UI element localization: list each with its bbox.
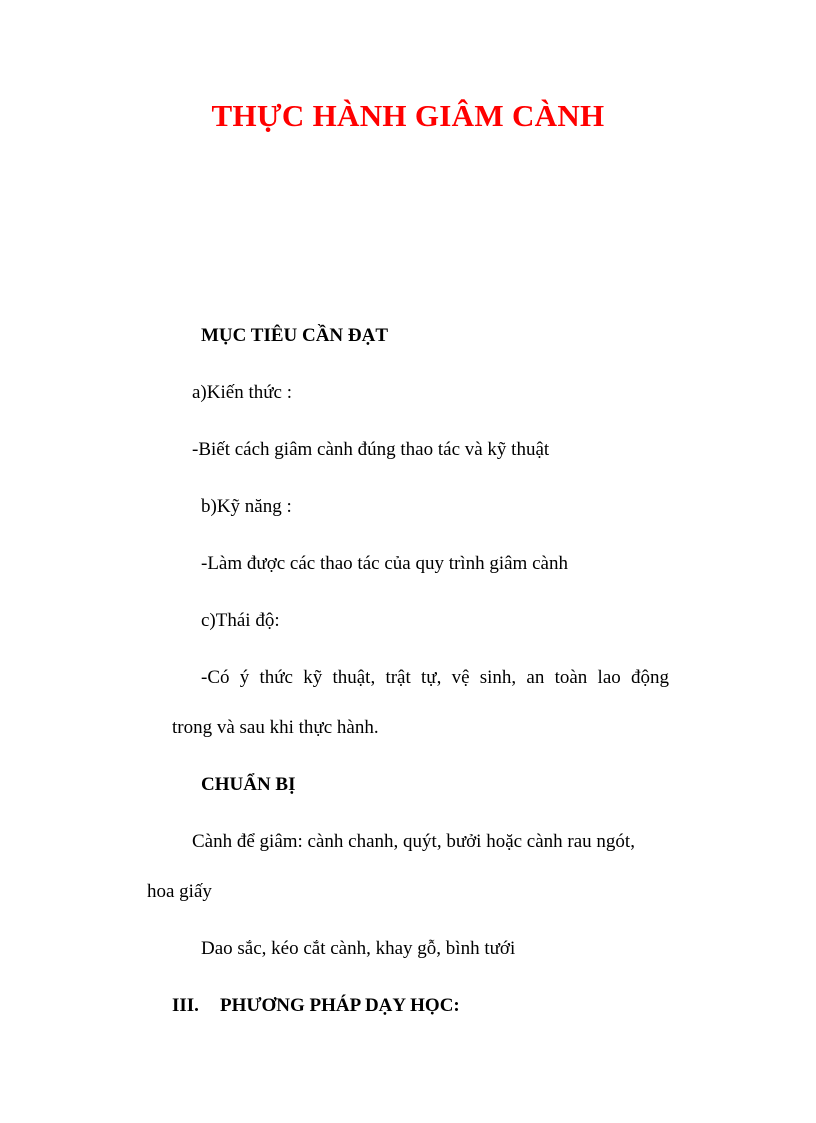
- knowledge-label: a)Kiến thức :: [192, 382, 292, 403]
- page-title: THỰC HÀNH GIÂM CÀNH: [211, 98, 605, 133]
- objectives-heading: MỤC TIÊU CẦN ĐẠT: [201, 325, 389, 346]
- preparation-heading: CHUẨN BỊ: [201, 774, 296, 795]
- attitude-item-line1: -Có ý thức kỹ thuật, trật tự, vệ sinh, an toàn lao động: [201, 667, 669, 688]
- skills-label: b)Kỹ năng :: [201, 496, 292, 517]
- knowledge-item: -Biết cách giâm cành đúng thao tác và kỹ thuật: [192, 439, 550, 460]
- attitude-item-line2: trong và sau khi thực hành.: [172, 717, 379, 738]
- methods-heading-row: [172, 994, 460, 1018]
- prep-item2: Dao sắc, kéo cắt cành, khay gỗ, bình tưới: [201, 938, 516, 959]
- methods-numeral: III.: [172, 995, 199, 1016]
- methods-heading: PHƯƠNG PHÁP DẠY HỌC:: [220, 995, 460, 1016]
- skills-item: -Làm được các thao tác của quy trình giâm cành: [201, 553, 568, 574]
- prep-item1-line2: hoa giấy: [147, 881, 212, 902]
- attitude-label: c)Thái độ:: [201, 610, 280, 631]
- prep-item1-line1: Cành để giâm: cành chanh, quýt, bưởi hoặc cành rau ngót,: [192, 831, 635, 852]
